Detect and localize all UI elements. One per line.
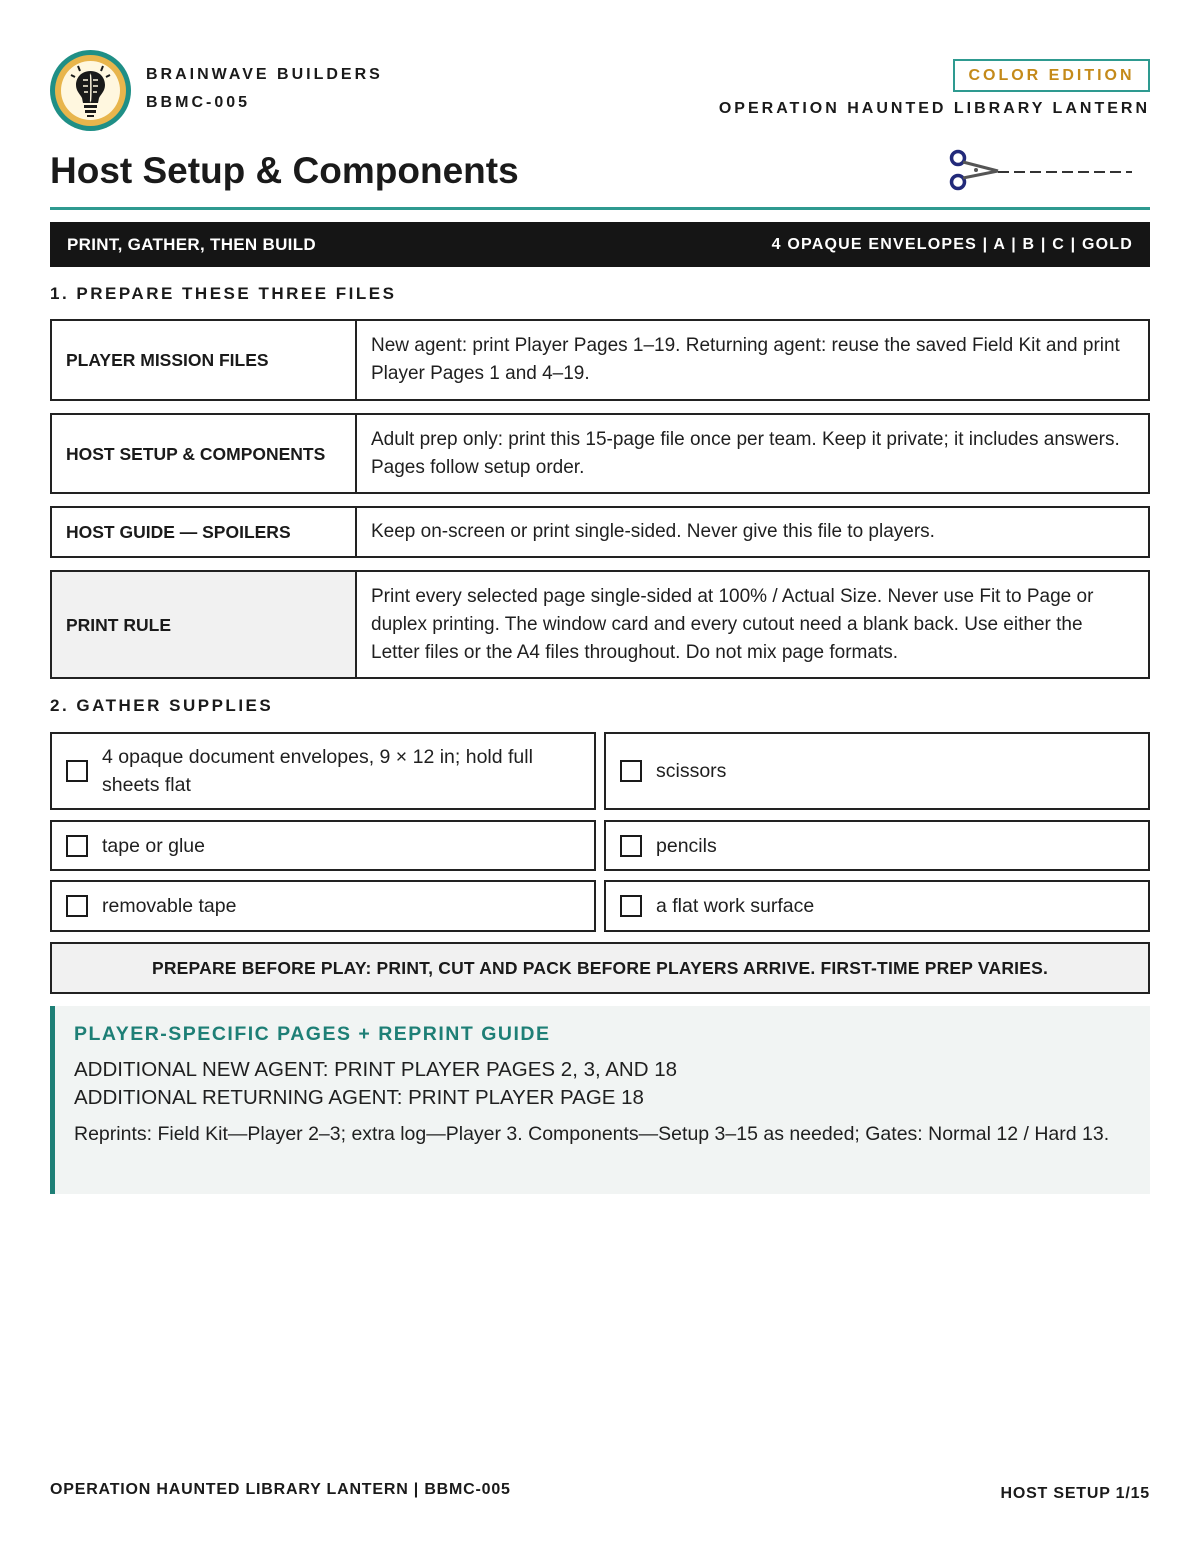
page-title: Host Setup & Components (50, 150, 519, 191)
prep-note: PREPARE BEFORE PLAY: PRINT, CUT AND PACK BEFORE PLAYERS ARRIVE. FIRST-TIME PREP VARIES. (50, 942, 1150, 994)
reprint-guide-heading: PLAYER-SPECIFIC PAGES + REPRINT GUIDE (74, 1023, 551, 1045)
file-row-desc: Print every selected page single-sided at 100% / Actual Size. Never use Fit to Page or duplex printing. The window card and every cutout need a blank back. Use either the Letter files or the A4 files throughout. Do not mix page formats. (371, 585, 1094, 663)
file-row (50, 506, 1150, 558)
checkbox-icon[interactable] (66, 835, 88, 857)
supply-item[interactable] (604, 820, 1150, 871)
band-right-text: 4 OPAQUE ENVELOPES | A | B | C | GOLD (771, 235, 1133, 253)
supply-label: 4 opaque document envelopes, 9 × 12 in; hold full sheets flat (102, 746, 533, 796)
band-left-text: PRINT, GATHER, THEN BUILD (67, 234, 316, 254)
supply-item[interactable] (50, 880, 596, 932)
section-2-heading: 2. GATHER SUPPLIES (50, 696, 274, 715)
brand-code: BBMC-005 (146, 94, 251, 111)
supply-label: scissors (656, 760, 727, 782)
section-1-heading: 1. PREPARE THESE THREE FILES (50, 284, 397, 303)
file-row-desc: New agent: print Player Pages 1–19. Returning agent: reuse the saved Field Kit and print Player Pages 1 and 4–19. (371, 335, 1120, 384)
file-row-label: HOST GUIDE — SPOILERS (52, 508, 357, 556)
file-row-label: PLAYER MISSION FILES (52, 321, 357, 399)
reprint-note: Reprints: Field Kit—Player 2–3; extra log—Player 3. Components—Setup 3–15 as needed; Gates: Normal 12 / Hard 13. (74, 1123, 1110, 1145)
brand-name: BRAINWAVE BUILDERS (146, 66, 383, 83)
footer-title: OPERATION HAUNTED LIBRARY LANTERN | BBMC-005 (50, 1481, 511, 1498)
title-divider (50, 207, 1150, 210)
supply-item[interactable] (50, 820, 596, 871)
supply-item[interactable] (604, 732, 1150, 810)
checkbox-icon[interactable] (620, 760, 642, 782)
supply-label: pencils (656, 834, 717, 857)
supply-item[interactable] (50, 732, 596, 810)
checkbox-icon[interactable] (66, 895, 88, 917)
reprint-line-returning-agent: ADDITIONAL RETURNING AGENT: PRINT PLAYER PAGE 18 (74, 1086, 644, 1109)
reprint-line-new-agent: ADDITIONAL NEW AGENT: PRINT PLAYER PAGES 2, 3, AND 18 (74, 1058, 678, 1081)
brain-lightbulb-logo-icon (50, 50, 131, 131)
footer-page-number: HOST SETUP 1/15 (1000, 1485, 1150, 1502)
print-rule-row (50, 570, 1150, 679)
supply-item[interactable] (604, 880, 1150, 932)
checkbox-icon[interactable] (620, 835, 642, 857)
supply-label: removable tape (102, 895, 237, 917)
reprint-guide-panel (50, 1006, 1150, 1194)
file-row (50, 319, 1150, 401)
checkbox-icon[interactable] (66, 760, 88, 782)
edition-badge: COLOR EDITION (953, 59, 1150, 92)
file-row-label: HOST SETUP & COMPONENTS (52, 415, 357, 492)
checkbox-icon[interactable] (620, 895, 642, 917)
file-row-desc: Keep on-screen or print single-sided. Never give this file to players. (371, 521, 935, 542)
scissors-icon (946, 148, 1136, 194)
file-row-label: PRINT RULE (52, 572, 357, 677)
supply-label: tape or glue (102, 834, 205, 857)
mission-title: OPERATION HAUNTED LIBRARY LANTERN (718, 100, 1150, 117)
section-band (50, 222, 1150, 267)
supply-label: a flat work surface (656, 895, 815, 917)
file-row-desc: Adult prep only: print this 15-page file once per team. Keep it private; it includes answers. Pages follow setup order. (371, 428, 1120, 478)
file-row (50, 413, 1150, 494)
